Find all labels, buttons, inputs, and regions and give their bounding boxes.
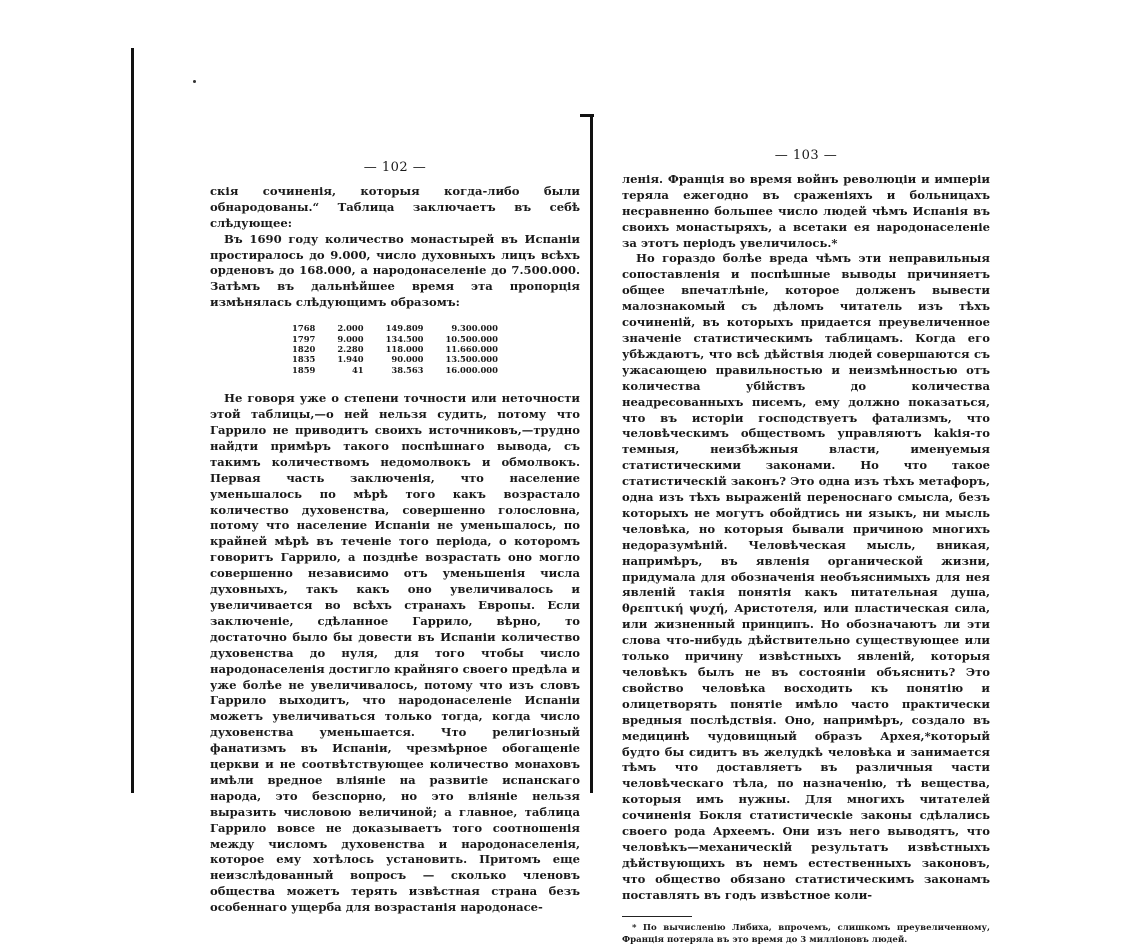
footnote-divider: [622, 916, 692, 917]
left-page-edge: [131, 48, 134, 793]
left-paragraph-main: Не говоря уже о степени точности или неточности этой таблицы,—о ней нельзя судить, потому что Гаррило не приводитъ своихъ источниковъ,—трудно найдти примѣръ такого поспѣшнаго вывода, съ такимъ количествомъ недомолвокъ и обмолвокъ. Первая часть заключенія, что население уменьшалось по мѣрѣ того какъ возрастало количество духовенства, совершенно голословна, потому что население Испаніи не уменьшалось, по крайней мѣрѣ въ теченіе того періода, о которомъ говоритъ Гаррило, а позднѣе возрастать оно могло совершенно независимо отъ уменьшенія числа духовныхъ, такъ какъ оно увеличивалось и увеличивается во всѣхъ странахъ Европы. Если заключеніе, сдѣланное Гаррило, вѣрно, то достаточно было бы довести въ Испаніи количество духовенства до нуля, для того чтобы число народонаселенія достигло крайняго своего предѣла и уже болѣе не увеличивалось, потому что изъ словъ Гаррило выходитъ, что народонаселеніе Испаніи можетъ увеличиваться только тогда, когда число духовенства уменьшается. Что религіозный фанатизмъ въ Испаніи, чрезмѣрное обогащеніе церкви и не соотвѣтствующее количество монаховъ имѣли вредное вліяніе на развитіе испанскаго народа, это безспорно, но это вліяніе нельзя выразить числовою величиной; а главное, таблица Гаррило вовсе не доказываетъ того соотношенія между числомъ духовенства и народонаселенія, которое ему хотѣлось установить. Притомъ еще неизслѣдованный вопросъ — сколько членовъ общества можетъ терять извѣстная страна безъ особеннаго ущерба для возрастанія народонасе-: [210, 391, 580, 915]
footnote: * По вычисленію Либиха, впрочемъ, слишкомъ преувеличенному, Франція потеряла въ это время до 3 милліоновъ людей.: [622, 922, 990, 945]
year-cell: 1820: [292, 343, 316, 354]
monasteries-cell: 2.280: [337, 343, 364, 354]
year-cell: 1768: [292, 323, 316, 334]
population-cell: 13.500.000: [445, 354, 498, 365]
left-page: [210, 160, 580, 916]
statistics-table-wrap: [210, 323, 580, 375]
year-cell: 1859: [292, 364, 316, 375]
monasteries-cell: 2.000: [337, 323, 364, 334]
gutter-edge: [590, 115, 593, 793]
clergy-cell: 149.809: [385, 323, 424, 334]
page-number-right: — 103 —: [774, 148, 838, 163]
population-cell: 11.660.000: [445, 343, 498, 354]
population-cell: 10.500.000: [445, 333, 498, 344]
left-paragraph-1: скія сочиненія, которыя когда-либо были обнародованы.“ Таблица заключаетъ въ себѣ слѣдующее:: [210, 183, 580, 230]
table-row: [292, 334, 498, 344]
right-page: [622, 148, 990, 946]
table-row: [292, 323, 498, 333]
table-row: [292, 354, 498, 364]
table-row: [292, 344, 498, 354]
clergy-cell: 38.563: [391, 364, 424, 375]
right-paragraph-main: Но гораздо болѣе вреда чѣмъ эти неправильныя сопоставленія и поспѣшные выводы причиняетъ общее впечатлѣніе, которое долженъ вывести малознакомый съ дѣломъ читатель изъ тѣхъ сочиненій, въ которыхъ придается преувеличенное значеніе статистическимъ таблицамъ. Когда его убѣждаютъ, что всѣ дѣйствія людей совершаются съ ужасающею правильностью и неизмѣнностью отъ количества убійствъ до количества неадресованныхъ писемъ, ему должно показаться, что въ исторіи господствуетъ фатализмъ, что человѣческимъ обществомъ управляютъ kakія-то темныя, неизбѣжныя власти, именуемыя статистическими законами. Но что такое статистическій законъ? Это одна изъ тѣхъ метафоръ, одна изъ тѣхъ выраженій переноснаго смысла, безъ которыхъ не могутъ обойдтись ни языкъ, ни мысль человѣка, но которыя бывали причиною многихъ недоразумѣній. Человѣческая мысль, вникая, напримѣръ, въ явленія органической жизни, придумала для обозначенія необъяснимыхъ для нея явленій такія понятія какъ питательная душа, θρεπτική ψυχή, Аристотеля, или пластическая сила, или жизненный принципъ. Но обозначаютъ ли эти слова что-нибудь дѣйствительно существующее или только причину извѣстныхъ явленій, которыя человѣкъ былъ не въ состояніи объяснить? Это свойство человѣка восходить къ понятію и олицетворять понятіе имѣло часто практически вредныя послѣдствія. Оно, напримѣръ, создало въ медицинѣ чудовищный образъ Архея,*который будто бы сидитъ въ желудкѣ человѣка и занимается тѣмъ что доставляетъ въ различныя части человѣческаго тѣла, по назначенію, тѣ вещества, которыя имъ нужны. Для многихъ читателей сочиненія Бокля статистическіе законы сдѣлались своего рода Археемъ. Они изъ него выводятъ, что человѣкъ—механическій результатъ извѣстныхъ дѣйствующихъ въ немъ естественныхъ законовъ, что общество обязано статистическимъ законамъ поставлять въ годъ извѣстное коли-: [622, 251, 990, 902]
population-cell: 16.000.000: [445, 364, 498, 375]
monasteries-cell: 1.940: [337, 354, 364, 365]
monasteries-cell: 9.000: [337, 333, 364, 344]
year-cell: 1797: [292, 333, 316, 344]
scan-speck: [193, 80, 196, 83]
monasteries-cell: 41: [351, 364, 364, 375]
clergy-cell: 134.500: [385, 333, 424, 344]
page-number-left: — 102 —: [363, 160, 427, 175]
statistics-table: [292, 323, 498, 375]
population-cell: 9.300.000: [451, 323, 498, 334]
clergy-cell: 118.000: [385, 343, 424, 354]
table-row: [292, 365, 498, 375]
left-paragraph-2: Въ 1690 году количество монастырей въ Испаніи простиралось до 9.000, число духовныхъ лицъ всѣхъ орденовъ до 168.000, а народонаселеніе до 7.500.000. Затѣмъ въ дальнѣйшее время эта пропорція измѣнялась слѣдующимъ образомъ:: [210, 231, 580, 310]
year-cell: 1835: [292, 354, 316, 365]
clergy-cell: 90.000: [391, 354, 424, 365]
right-paragraph-1: ленія. Франція во время войнъ революціи и имперіи теряла ежегодно въ сраженіяхъ и больницахъ несравненно большее число людей чѣмъ Испанія въ своихъ монастыряхъ, а всетаки ея народонаселеніе за этотъ періодъ увеличилось.*: [622, 171, 990, 250]
